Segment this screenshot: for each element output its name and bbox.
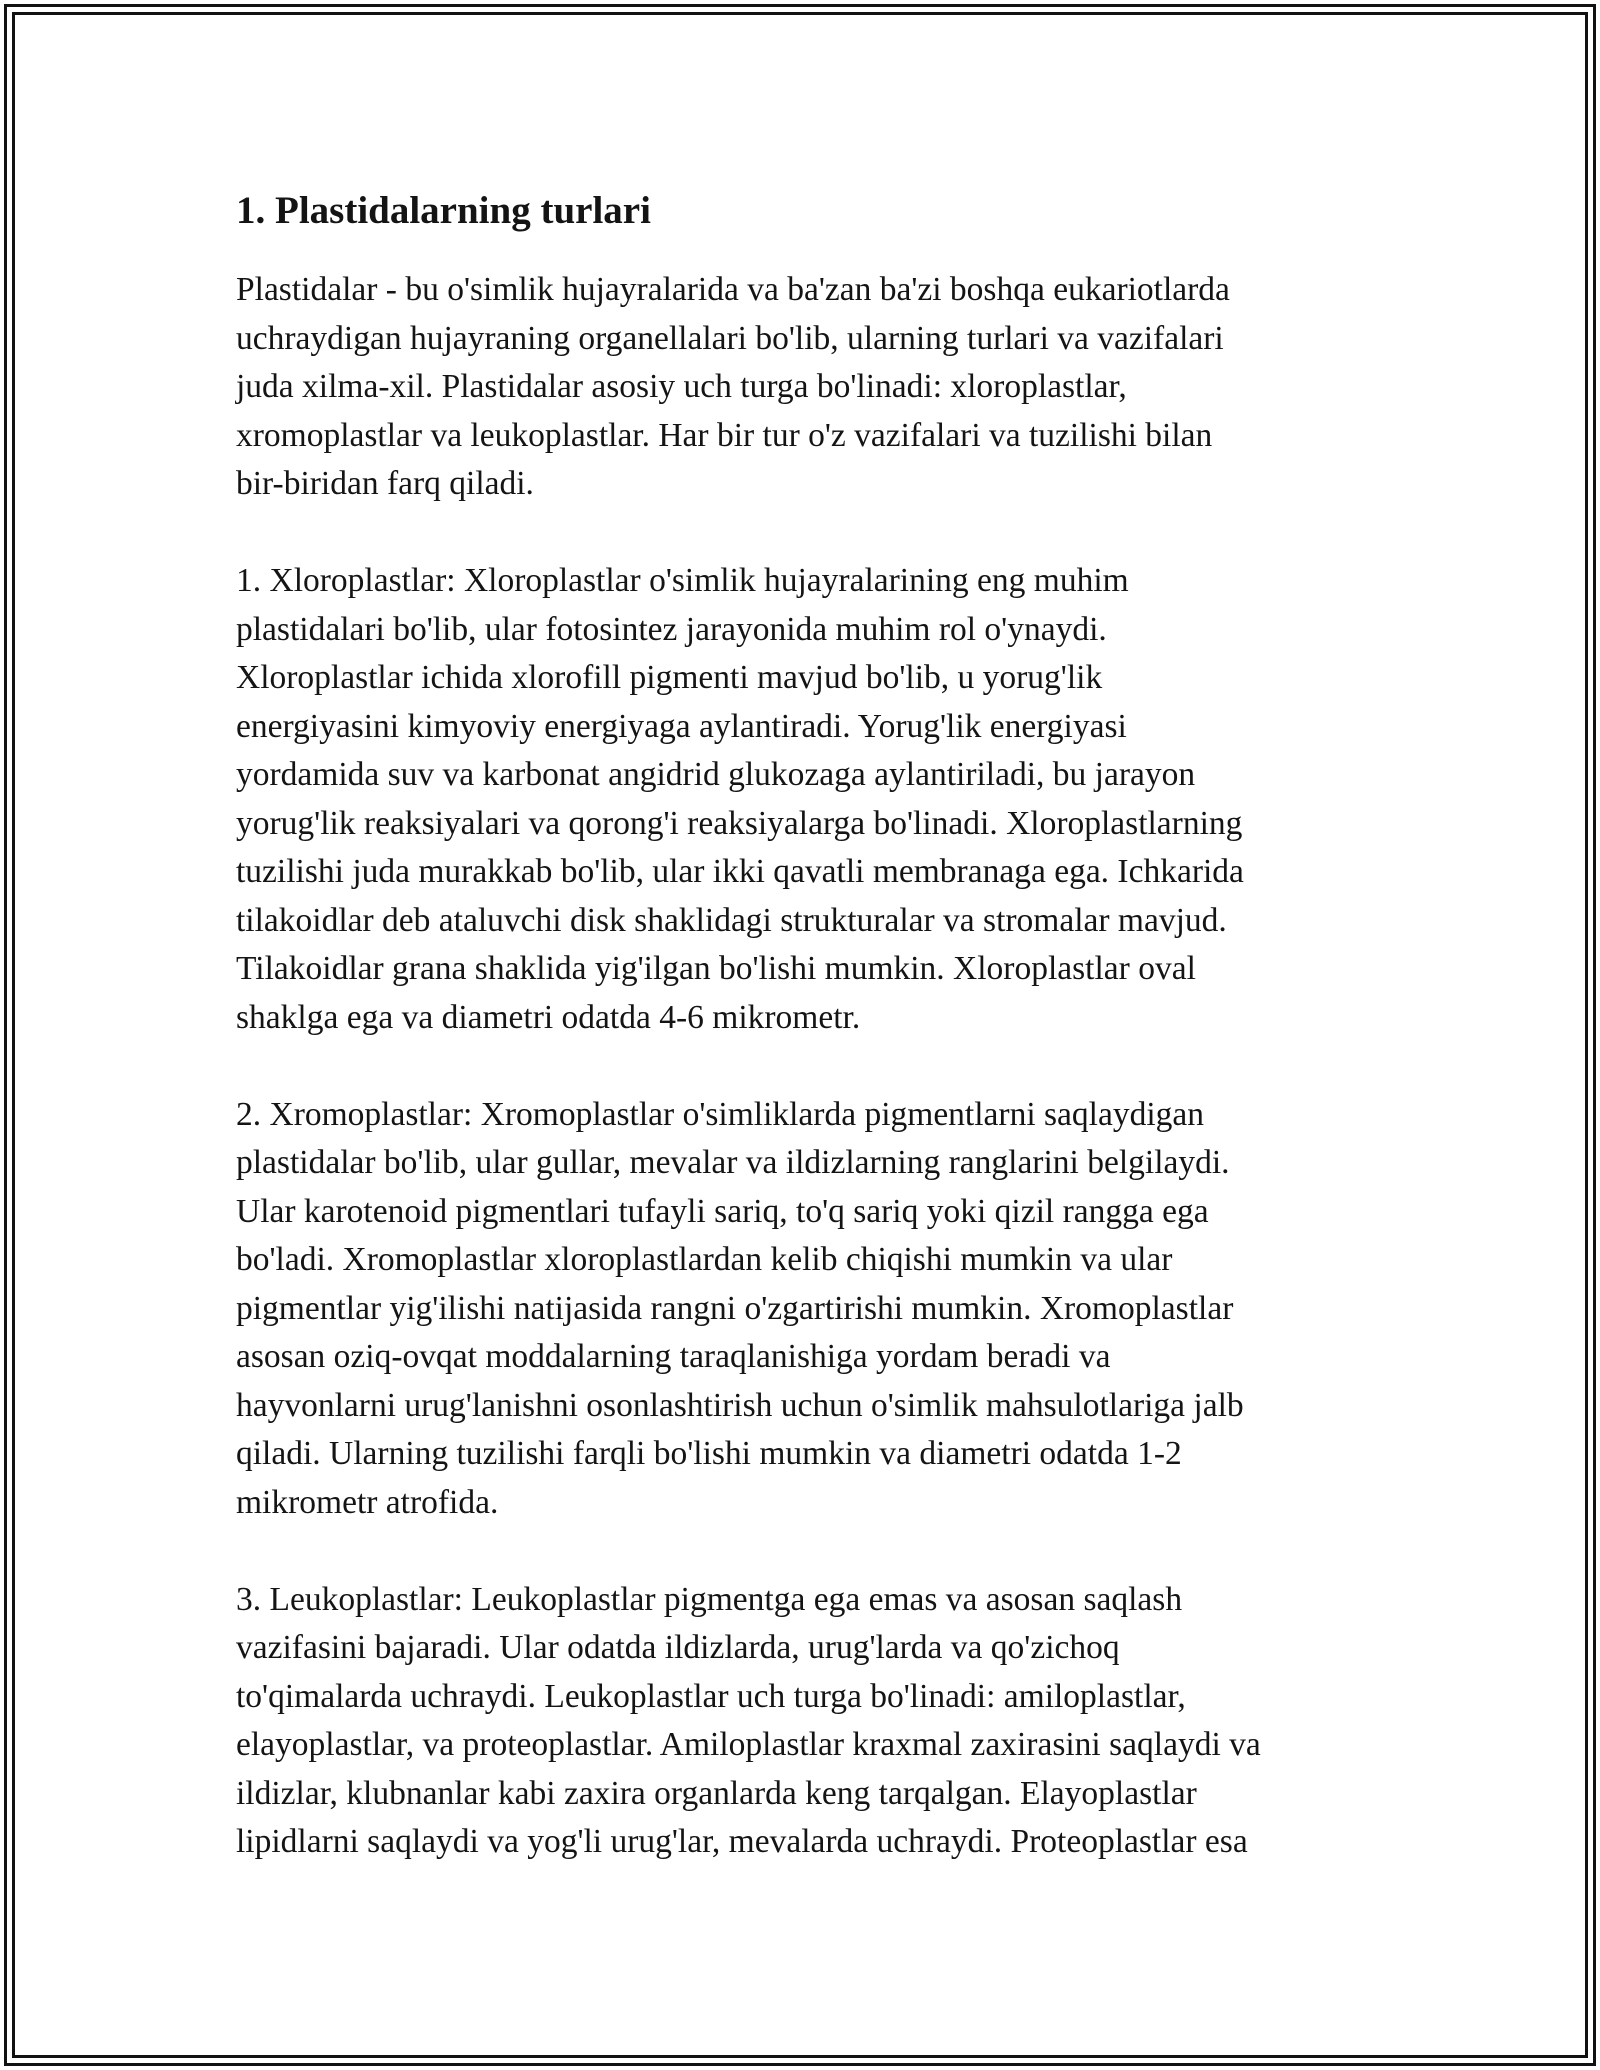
intro-paragraph: Plastidalar - bu o'simlik hujayralarida va ba'zan ba'zi boshqa eukariotlarda uchraydigan hujayraning organellalari bo'lib, ularning turlari va vazifalari juda xilma-xil. Plastidalar asosiy uch turga bo'linadi: xloroplastlar, xromoplastlar va leukoplastlar. Har bir tur o'z vazifalari va tuzilishi bilan bir-biridan farq qiladi. (236, 271, 1230, 502)
section-heading: 1. Plastidalarning turlari (236, 189, 651, 232)
chromoplasts-paragraph: 2. Xromoplastlar: Xromoplastlar o'simliklarda pigmentlarni saqlaydigan plastidalar bo'lib, ular gullar, mevalar va ildizlarning ranglarini belgilaydi. Ular karotenoid pigmentlari tufayli sariq, to'q sariq yoki qizil rangga ega bo'ladi. Xromoplastlar xloroplastlardan kelib chiqishi mumkin va ular pigmentlar yig'ilishi natijasida rangni o'zgartirishi mumkin. Xromoplastlar asosan oziq-ovqat moddalarning taraqlanishiga yordam beradi va hayvonlarni urug'lanishni osonlashtirish uchun o'simlik mahsulotlariga jalb qiladi. Ularning tuzilishi farqli bo'lishi mumkin va diametri odatda 1-2 mikrometr atrofida. (236, 1095, 1244, 1521)
document-body (236, 186, 1366, 1915)
chloroplasts-paragraph: 1. Xloroplastlar: Xloroplastlar o'simlik hujayralarining eng muhim plastidalari bo'lib, ular fotosintez jarayonida muhim rol o'ynaydi. Xloroplastlar ichida xlorofill pigmenti mavjud bo'lib, u yorug'lik energiyasini kimyoviy energiyaga aylantiradi. Yorug'lik energiyasi yordamida suv va karbonat angidrid glukozaga aylantiriladi, bu jarayon yorug'lik reaksiyalari va qorong'i reaksiyalarga bo'linadi. Xloroplastlarning tuzilishi juda murakkab bo'lib, ular ikki qavatli membranaga ega. Ichkarida tilakoidlar deb ataluvchi disk shaklidagi strukturalar va stromalar mavjud. Tilakoidlar grana shaklida yig'ilgan bo'lishi mumkin. Xloroplastlar oval shaklga ega va diametri odatda 4-6 mikrometr. (236, 562, 1244, 1036)
leucoplasts-paragraph: 3. Leukoplastlar: Leukoplastlar pigmentga ega emas va asosan saqlash vazifasini bajaradi. Ular odatda ildizlarda, urug'larda va qo'zichoq to'qimalarda uchraydi. Leukoplastlar uch turga bo'linadi: amiloplastlar, elayoplastlar, va proteoplastlar. Amiloplastlar kraxmal zaxirasini saqlaydi va ildizlar, klubnanlar kabi zaxira organlarda keng tarqalgan. Elayoplastlar lipidlarni saqlaydi va yog'li urug'lar, mevalarda uchraydi. Proteoplastlar esa (236, 1580, 1261, 1860)
